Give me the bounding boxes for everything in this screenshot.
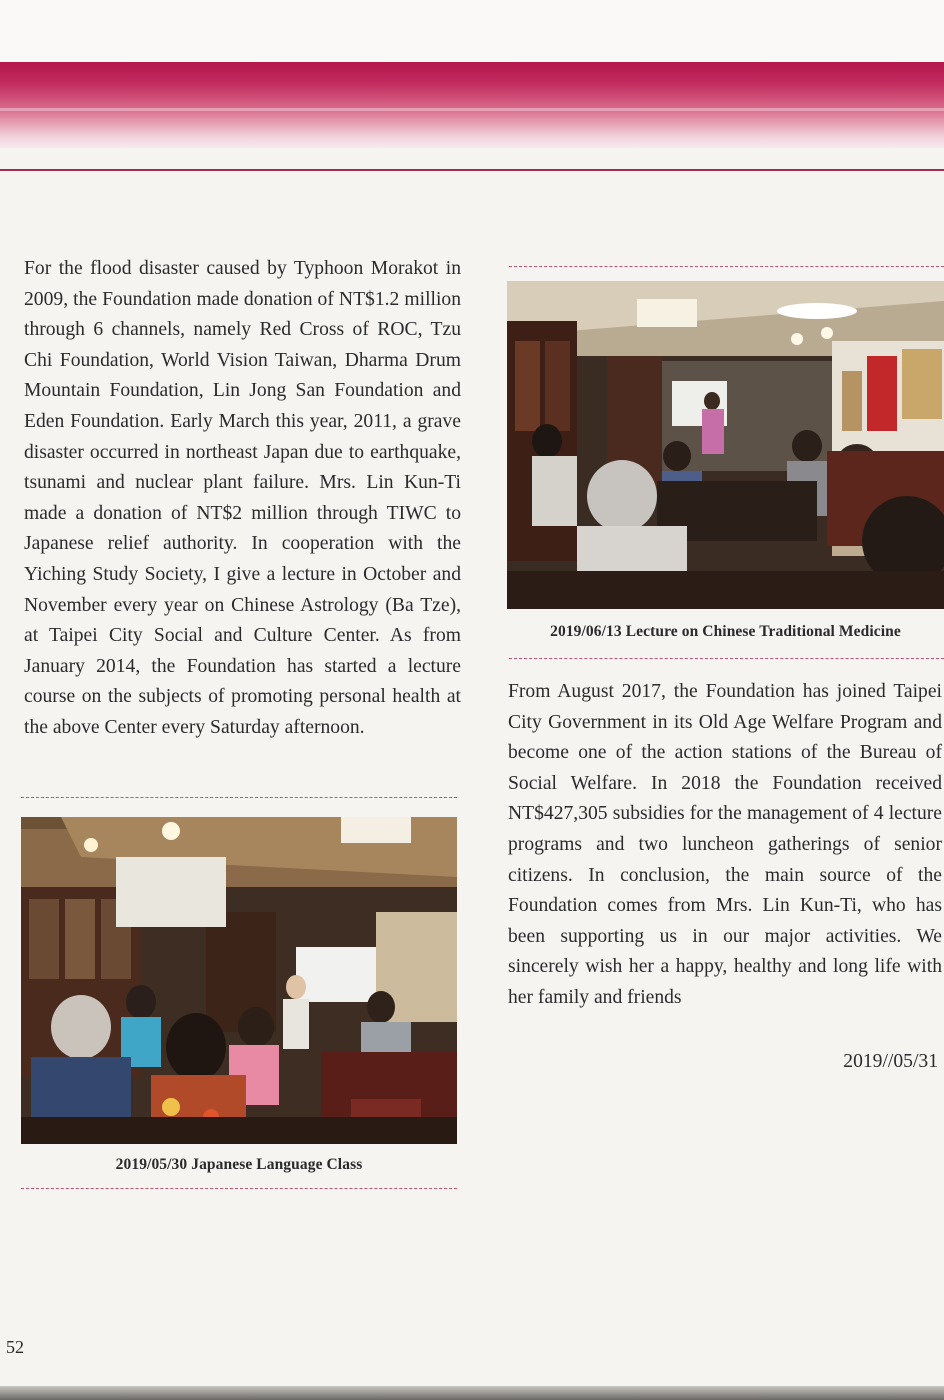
caption-medicine-lecture: 2019/06/13 Lecture on Chinese Traditional Medicine — [550, 623, 901, 640]
signature-date: 2019//05/31 — [843, 1051, 938, 1072]
dashed-divider — [509, 658, 944, 659]
caption-japanese-class: 2019/05/30 Japanese Language Class — [115, 1156, 363, 1173]
page-number: 52 — [6, 1337, 24, 1357]
header-band — [0, 62, 944, 148]
photo-japanese-class-image — [21, 817, 457, 1144]
dashed-divider — [21, 797, 457, 798]
dashed-divider — [21, 1188, 457, 1189]
header-stripe — [0, 108, 944, 111]
right-paragraph: From August 2017, the Foundation has joined Taipei City Government in its Old Age Welfare Program and become one of the action stations of the Bureau of Social Welfare. In 2018 the Foundation received NT$427,305 subsidies for the management of 4 lecture programs and two luncheon gatherings of senior citizens. In conclusion, the main source of the Foundation comes from Mrs. Lin Kun-Ti, who has been supporting us in our major activities. We sincerely wish her a happy, healthy and long life with her family and friends — [508, 681, 942, 1008]
top-margin — [0, 0, 944, 62]
left-paragraph: For the flood disaster caused by Typhoon Morakot in 2009, the Foundation made donation of NT$1.2 million through 6 channels, namely Red Cross of ROC, Tzu Chi Foundation, World Vision Taiwan, Dharma Drum Mountain Foundation, Lin Jong San Foundation and Eden Foundation. Early March this year, 2011, a grave disaster occurred in northeast Japan due to earthquake, tsunami and nuclear plant failure. Mrs. Lin Kun-Ti made a donation of NT$2 million through TIWC to Japanese relief authority. In cooperation with the Yiching Study Society, I give a lecture in October and November every year on Chinese Astrology (Ba Tze), at Taipei City Social and Culture Center. As from January 2014, the Foundation has started a lecture course on the subjects of promoting personal health at the above Center every Saturday afternoon. — [24, 258, 461, 738]
bottom-edge — [0, 1386, 944, 1400]
dashed-divider — [509, 266, 944, 267]
header-rule — [0, 169, 944, 171]
photo-japanese-class — [21, 817, 457, 1144]
photo-medicine-lecture — [507, 281, 944, 609]
photo-medicine-lecture-image — [507, 281, 944, 609]
